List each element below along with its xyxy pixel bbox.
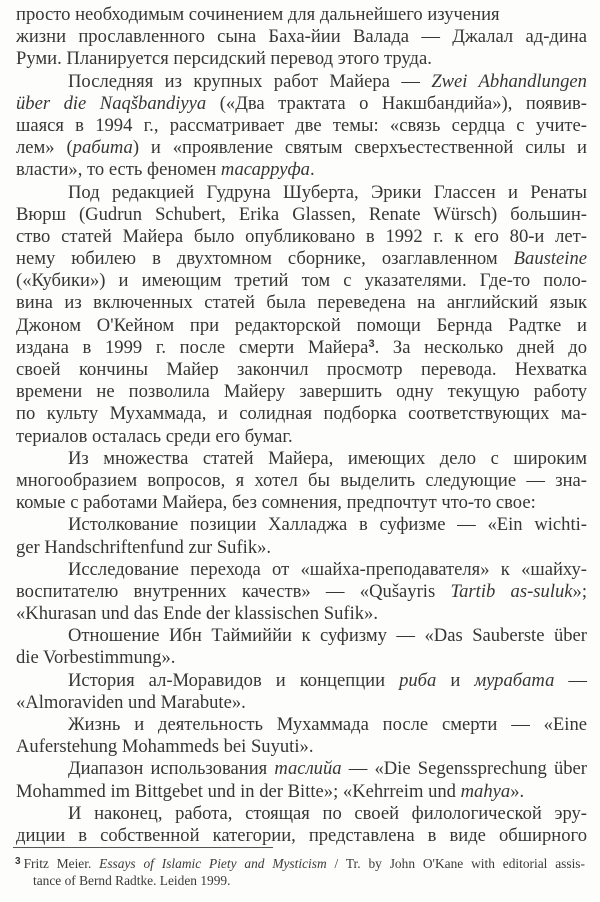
- footnote-mark: 3: [15, 856, 21, 867]
- list-item-start: Отношение Ибн Таймиййи к суфизму — «Das Sauberste über: [68, 625, 587, 647]
- paragraph-start: Под редакцией Гудруна Шуберта, Эрики Глассен и Ренаты: [68, 181, 587, 203]
- paragraph-start: Из множества статей Майера, имеющих дело с широким: [68, 447, 587, 469]
- text-line: ger Handschriftenfund zur Sufik».: [16, 536, 272, 558]
- text-line: жизни прославленного сына Баха-йии Валада — Джалал ад-дина: [16, 26, 587, 48]
- text-line: die Vorbestimmung».: [16, 647, 176, 669]
- text-line: ство статей Майера было опубликовано в 1992 г. к его 80-и лет-: [16, 225, 587, 247]
- list-item-start: История ал-Моравидов и концепции риба и мурабата —: [68, 669, 587, 691]
- text-line: комые с работами Майера, без сомнения, предпочтут что-то свое:: [16, 492, 536, 514]
- text-line: просто необходимым сочинением для дальнейшего изучения: [16, 4, 500, 25]
- text-line: власти», то есть феномен тасарруфа.: [16, 159, 315, 181]
- text-line: шаяся в 1994 г., рассматривает две темы: «связь сердца с учите-: [16, 114, 587, 136]
- text-line: Auferstehung Mohammeds bei Suyuti».: [16, 736, 314, 758]
- text-line: издана в 1999 г. после смерти Майера$^3$. За несколько дней до: [16, 336, 588, 358]
- text-line: лем» (рабита) и «проявление святым сверхъестественной силы и: [16, 137, 587, 159]
- text-line: Руми. Планируется персидский перевод этого труда.: [16, 48, 432, 70]
- list-item-start: Жизнь и деятельность Мухаммада после смерти — «Eine: [68, 714, 587, 735]
- footnote-line: $^3$ Fritz Meier. Essays of Islamic Piety and Mysticism / Tr. by John O'Kane with editorial assis-: [15, 856, 585, 871]
- text-line: über die Naqšbandiyya («Два трактата о Накшбандийа»), появив-: [16, 92, 588, 114]
- text-line: Mohammed im Bittgebet und in der Bitte»; «Kehrreim und mahya».: [16, 780, 525, 802]
- list-item-start: Истолкование позиции Халладжа в суфизме — «Ein wichti-: [68, 514, 587, 536]
- text-line: времени не позволила Майеру завершить одну текущую работу: [16, 381, 587, 403]
- body-text: [16, 4, 587, 847]
- text-line: («Кубики») и имеющим третий том с указателями. Где-то поло-: [16, 270, 587, 292]
- paragraph-start: Последняя из крупных работ Майера — Zwei Abhandlungen: [68, 70, 587, 92]
- footnote: [15, 854, 585, 889]
- footnote-divider: [13, 847, 273, 848]
- list-item-start: Диапазон использования таслийа — «Die Segenssprechung über: [68, 758, 587, 780]
- text-line: Джоном О'Кейном при редакторской помощи Бернда Радтке и: [16, 314, 587, 336]
- list-item-start: Исследование перехода от «шайха-преподавателя» к «шайху-: [68, 558, 587, 580]
- footnote-line: tance of Bernd Radtke. Leiden 1999.: [33, 872, 231, 888]
- paragraph-start: И наконец, работа, стоящая по своей филологической эру-: [68, 802, 587, 824]
- text-line: «Almoraviden und Marabute».: [16, 691, 246, 713]
- text-line: своей кончины Майер закончил просмотр перевода. Нехватка: [16, 359, 587, 380]
- text-line: нему юбилею в двухтомном сборнике, озаглавленном Bausteine: [16, 248, 587, 270]
- text-line: териалов осталась среди его бумаг.: [16, 425, 293, 447]
- text-line: по культу Мухаммада, и солидная подборка соответствующих ма-: [16, 403, 587, 425]
- text-line: Вюрш (Gudrun Schubert, Erika Glassen, Renate Würsch) большин-: [16, 203, 587, 225]
- text-line: вина из включенных статей была переведена на английский язык: [16, 292, 587, 314]
- text-line: диции в собственной категории, представлена в виде обширного: [16, 824, 587, 846]
- footnote-ref[interactable]: 3: [368, 337, 375, 350]
- text-line: многообразием вопросов, я хотел бы выделить следующие — зна-: [16, 469, 587, 491]
- text-line: «Khurasan und das Ende der klassischen Sufik».: [16, 603, 378, 625]
- text-line: воспитателю внутренних качеств» — «Qušayris Tartib as-suluk»;: [16, 580, 587, 602]
